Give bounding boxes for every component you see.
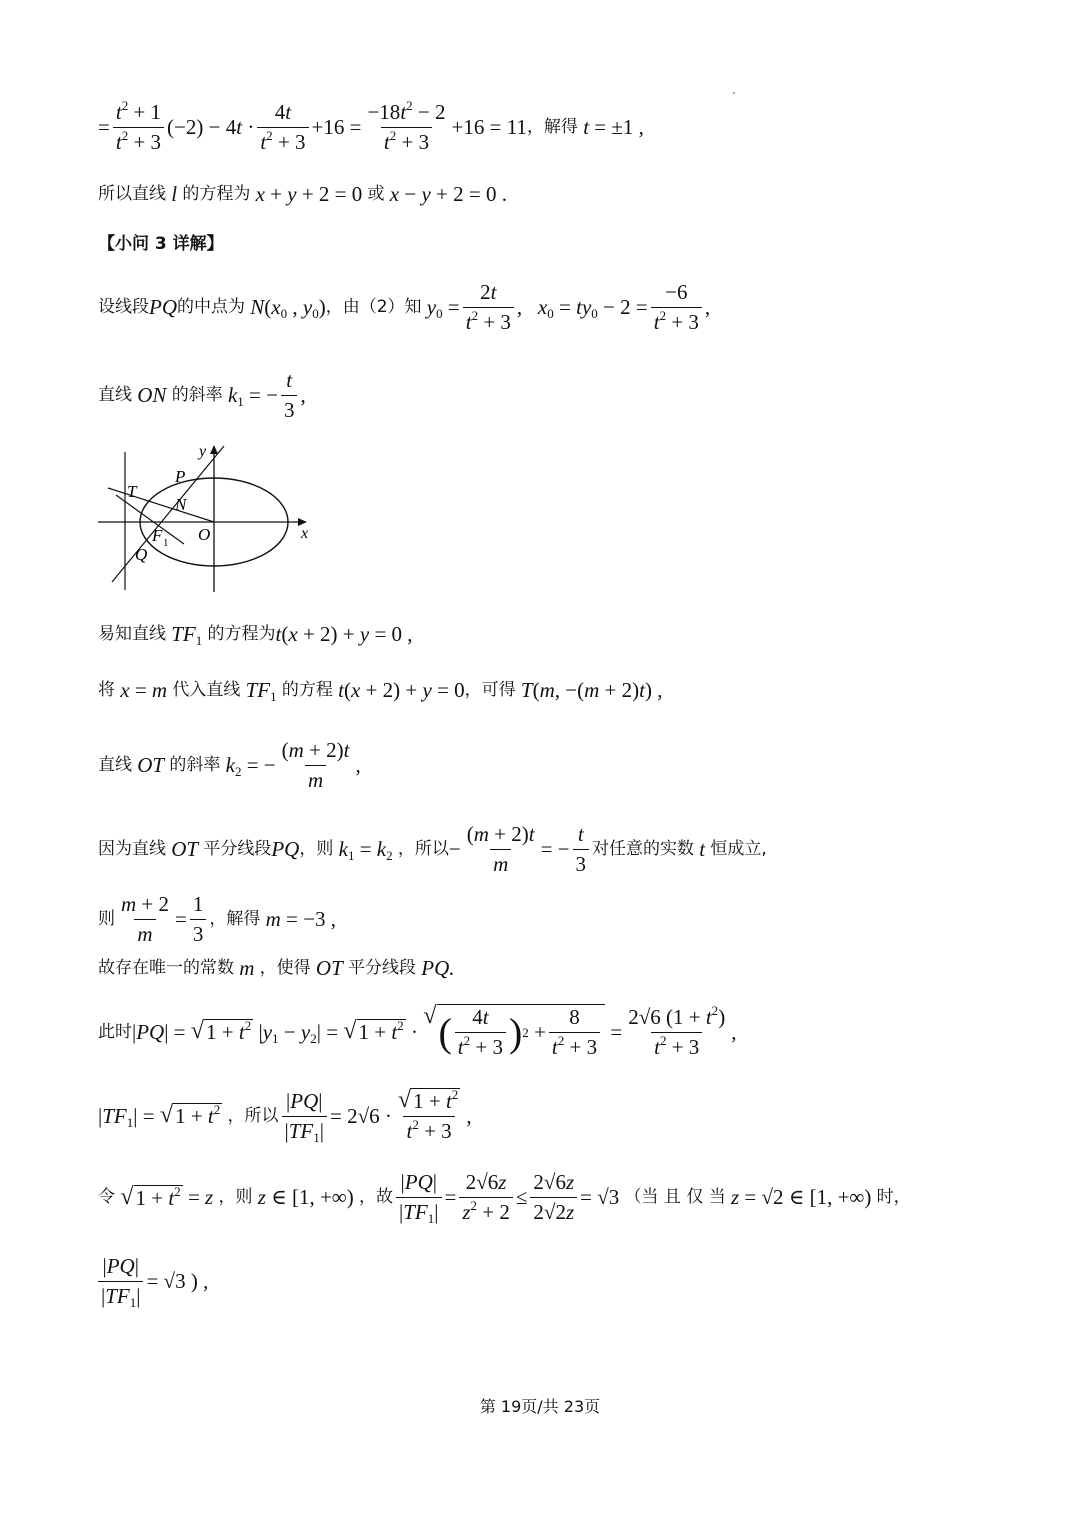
y-axis-arrow	[210, 445, 218, 454]
final-result-line: $\frac{|PQ|}{|TF_1|}$ = √3 ) ,	[98, 1254, 208, 1309]
chord-line	[112, 446, 224, 582]
ellipse-diagram	[96, 440, 326, 600]
solve-m-line: 则 $\frac{m + 2}{m}$ = $\frac{1}{3}$ ，解得 m = −3 ,	[98, 892, 336, 947]
line-ot	[108, 488, 214, 522]
slope-k1-line: 直线 ON 的斜率 $k_1$ = − $\frac{t}{3}$ ,	[98, 368, 306, 423]
conclusion-line: 故存在唯一的常数 m ，使得 OT 平分线段 PQ.	[98, 956, 455, 980]
line-equation-result: 所以直线 l 的方程为 x + y + 2 = 0 或 x − y + 2 = 0 .	[98, 182, 507, 206]
label-t: T	[127, 482, 137, 501]
substitution-line: 令 √ $1 + t^2$ = z ，则 z ∈ [1, +∞) ，故 $\frac{|PQ|}{|TF_1|}$ = $\frac{2√6z}{z^2 + 2}$ ≤ $\frac{2√6z}{2√2z}$ = √3 （当 且 仅 当 z = √2 ∈ [1, +∞) 时，	[98, 1170, 911, 1227]
label-q: Q	[135, 545, 148, 564]
page-footer: 第 19页/共 23页	[479, 1397, 601, 1416]
label-p: P	[175, 467, 186, 486]
pq-length-line: 此时 |PQ| = √ $1 + t^2$ $|y_1 - y_2|$ = √ $1 + t^2$ · √ ( $\frac{4t}{t^2 + 3}$ ) 2 + $\frac{8}{t^2 + 3}$ = $\frac{2√6 (1 + t^2)}{t^2 + 3}$ ,	[98, 1002, 737, 1060]
point-t-line: 将 x = m 代入直线 $TF_1$ 的方程 t(x + 2) + y = 0 ，可得 T(m, −(m + 2)t) ,	[98, 678, 663, 704]
stray-mark	[733, 92, 735, 94]
midpoint-line: 设线段 PQ 的中点为 $N(x_0$ , $y_0$) ，由（2）知 $y_0$ = $\frac{2t}{t^2 + 3}$ , $x_0 = ty_0 - 2$ = $\frac{-6}{t^2 + 3}$ ,	[98, 280, 711, 335]
label-n: N	[175, 495, 187, 514]
section-heading: 【小问 3 详解】	[98, 234, 224, 254]
slope-k2-line: 直线 OT 的斜率 $k_2$ = − $\frac{(m + 2)t}{m}$ ,	[98, 738, 361, 793]
ratio-line: $|TF_1|$ = √ $1 + t^2$ ，所以 $\frac{|PQ|}{|TF_1|}$ = 2√6 · √ $1 + t^2$ $t^2 + 3$ ,	[98, 1086, 472, 1145]
label-f-sub: 1	[163, 537, 169, 549]
bisect-condition-line: 因为直线 OT 平分线段 PQ ，则 $k_1 = k_2$ ，所以 − $\frac{(m + 2)t}{m}$ = − $\frac{t}{3}$ 对任意的实数 t 恒成立,	[98, 822, 767, 877]
label-x: x	[301, 525, 309, 542]
label-y: y	[199, 443, 207, 460]
label-f: F	[152, 526, 163, 545]
line-tf1-equation: 易知直线 $TF_1$ 的方程为 t(x + 2) + y = 0 ,	[98, 622, 413, 648]
label-o: O	[198, 525, 211, 544]
equation-line-1: = $\frac{t^2 + 1}{t^2 + 3}$ (−2) − 4t · $\frac{4t}{t^2 + 3}$ +16 = $\frac{-18t^2 - 2}{t^2 + 3}$ +16 = 11 ，解得 t = ±1 ,	[98, 97, 644, 155]
